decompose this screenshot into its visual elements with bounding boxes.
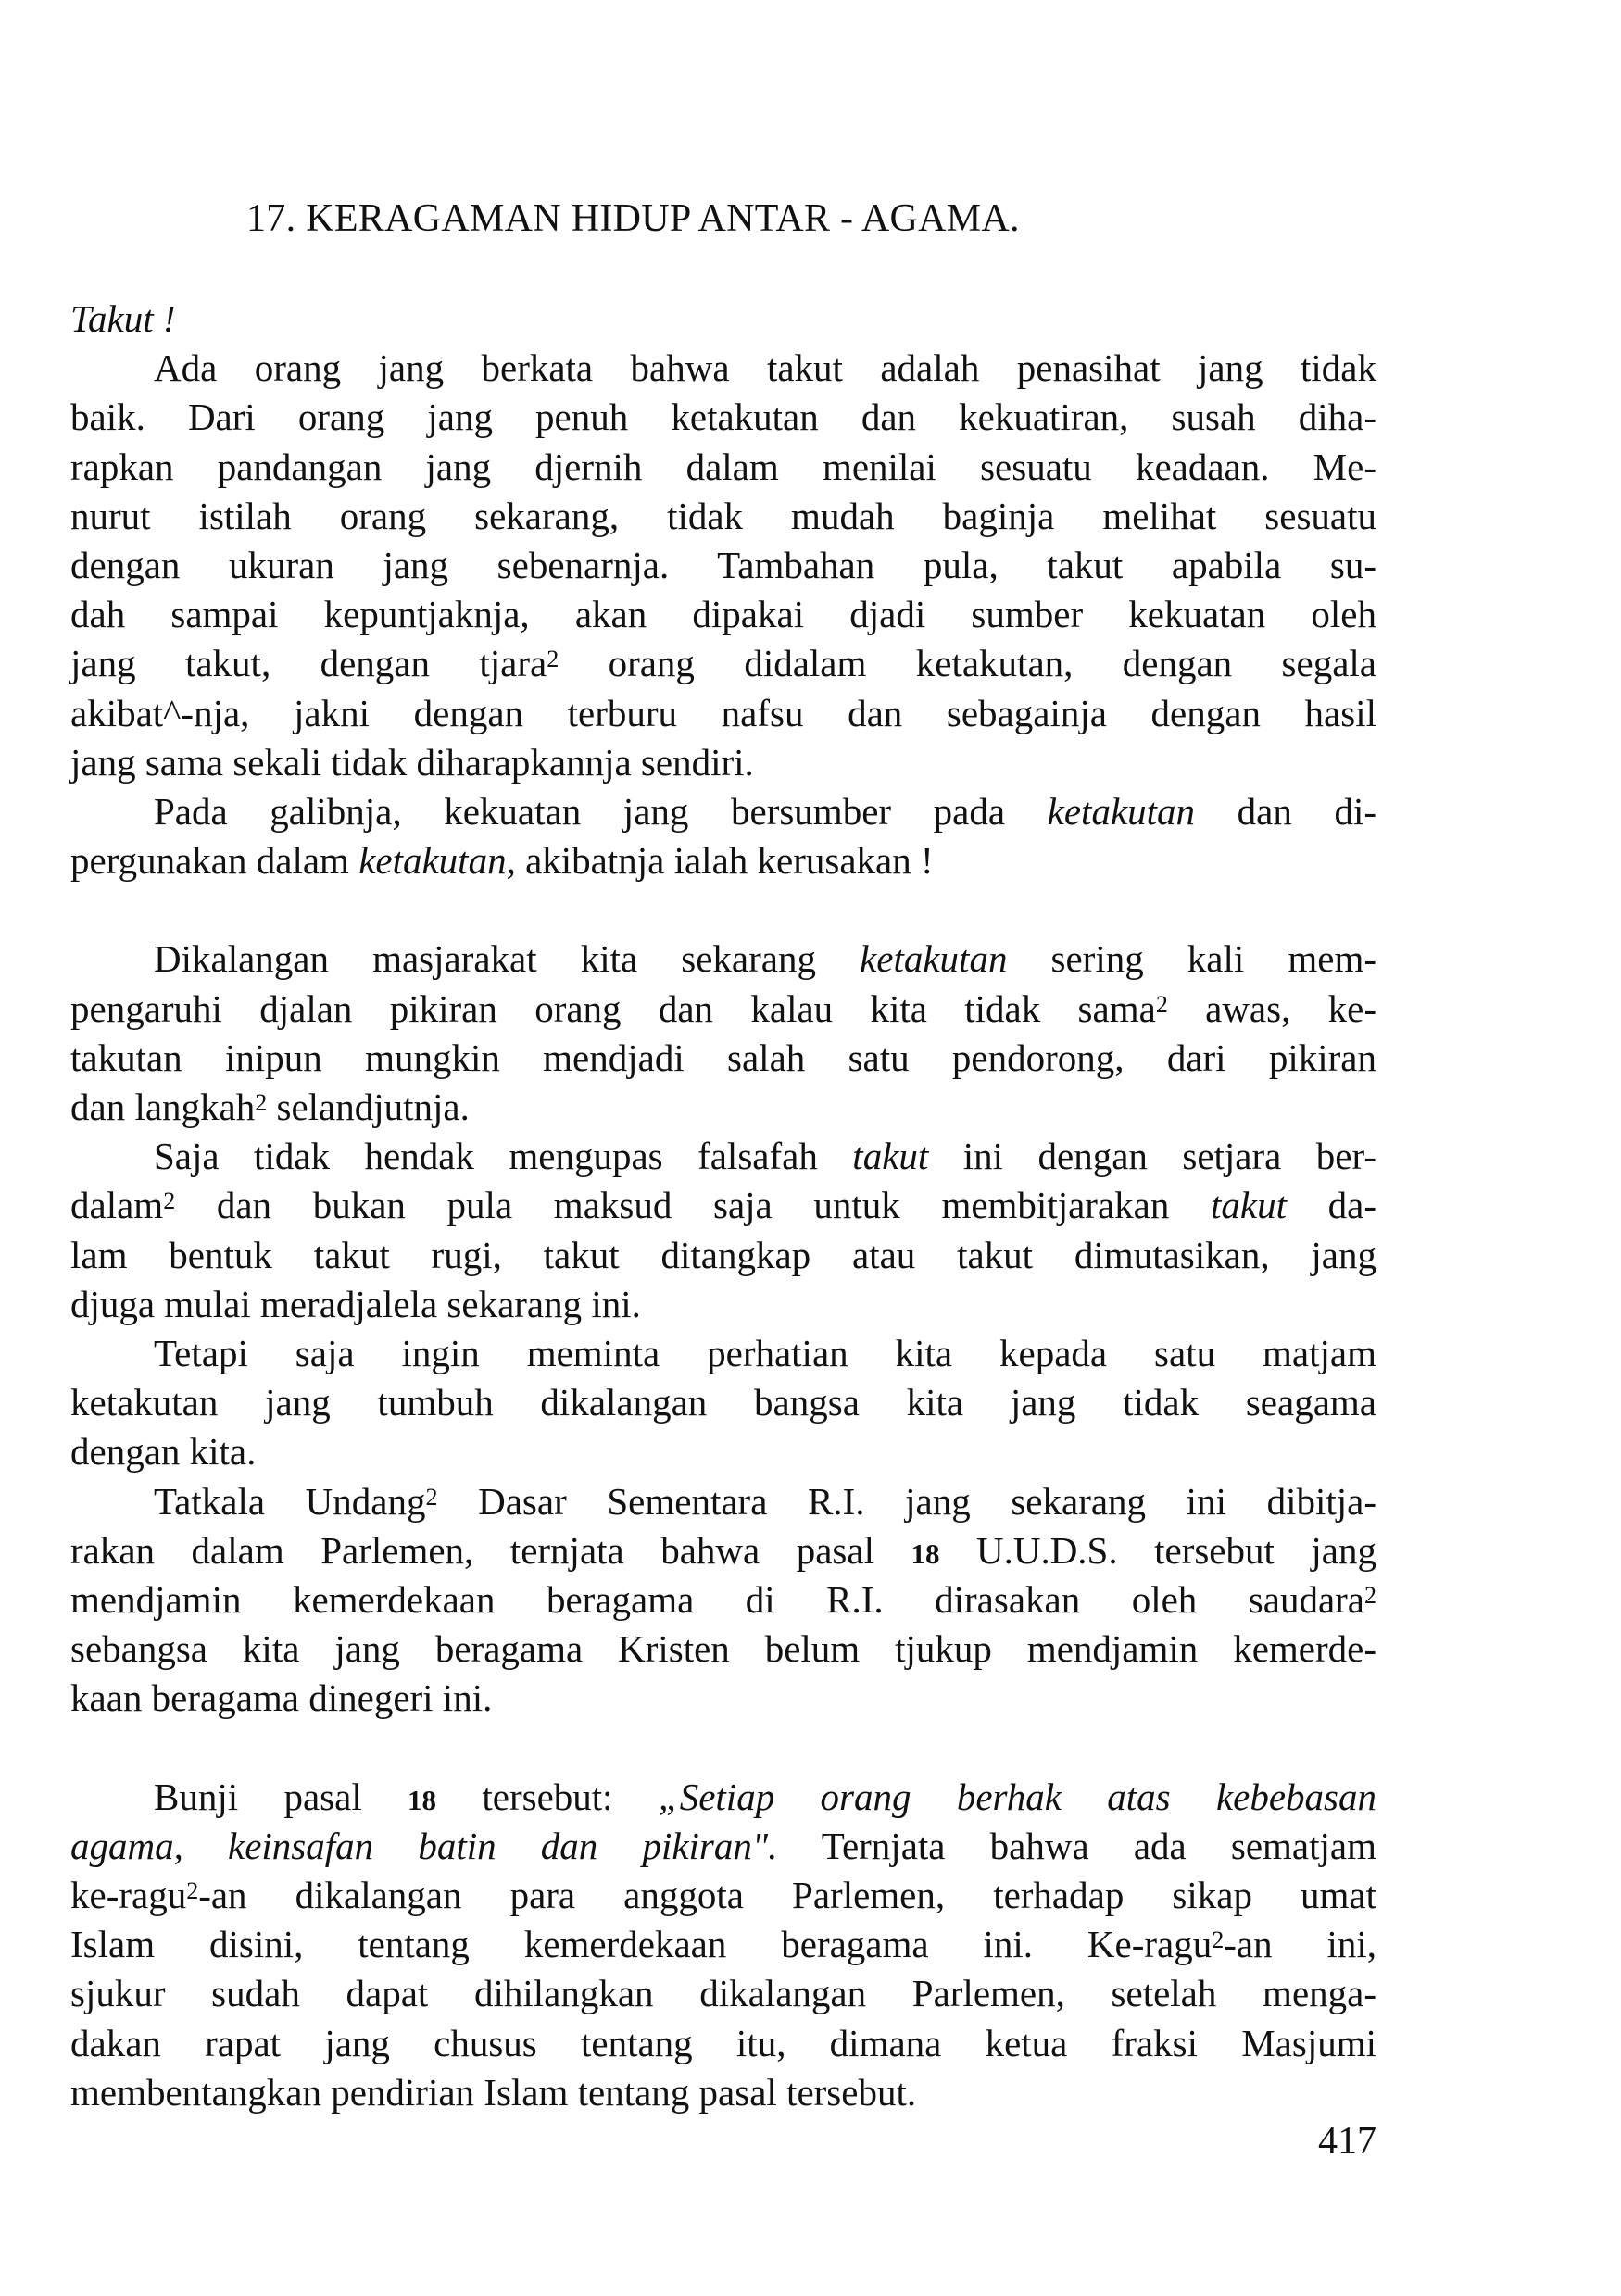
chapter-title: 17. KERAGAMAN HIDUP ANTAR - AGAMA.: [246, 197, 1020, 240]
paragraph-line: rapkan pandangan jang djernih dalam menilai sesuatu keadaan. Me-: [70, 445, 1376, 488]
paragraph-line: Tetapi saja ingin meminta perhatian kita kepada satu matjam: [154, 1331, 1376, 1374]
paragraph-line: rakan dalam Parlemen, ternjata bahwa pasal 18 U.U.D.S. tersebut jang: [70, 1528, 1376, 1572]
paragraph-line: mendjamin kemerdekaan beragama di R.I. dirasakan oleh saudara$^2$: [70, 1577, 1376, 1621]
paragraph-line: dengan ukuran jang sebenarnja. Tambahan pula, takut apabila su-: [70, 543, 1376, 586]
paragraph-line: kaan beragama dinegeri ini.: [70, 1676, 493, 1720]
superscript-mark: 2: [163, 1187, 176, 1215]
paragraph-line: lam bentuk takut rugi, takut ditangkap atau takut dimutasikan, jang: [70, 1233, 1376, 1276]
paragraph-line: jang sama sekali tidak diharapkannja sendiri.: [70, 740, 754, 784]
paragraph-line: sebangsa kita jang beragama Kristen belum tjukup mendjamin kemerde-: [70, 1627, 1376, 1671]
paragraph-line: dan langkah$^2$ selandjutnja.: [70, 1085, 470, 1128]
paragraph-line: takutan inipun mungkin mendjadi salah satu pendorong, dari pikiran: [70, 1035, 1376, 1079]
paragraph-line: nurut istilah orang sekarang, tidak mudah baginja melihat sesuatu: [70, 494, 1376, 537]
paragraph-line: Dikalangan masjarakat kita sekarang ketakutan sering kali mem-: [154, 937, 1376, 981]
paragraph-line: dakan rapat jang chusus tentang itu, dimana ketua fraksi Masjumi: [70, 2021, 1376, 2064]
paragraph-line: ke-ragu$^2$-an dikalangan para anggota Parlemen, terhadap sikap umat: [70, 1874, 1376, 1916]
page-number: 417: [1318, 2120, 1376, 2163]
superscript-mark: 2: [1364, 1581, 1376, 1609]
paragraph-line: ketakutan jang tumbuh dikalangan bangsa kita jang tidak seagama: [70, 1381, 1376, 1424]
paragraph-line: Pada galibnja, kekuatan jang bersumber pada ketakutan dan di-: [154, 789, 1376, 833]
paragraph-gap: [70, 885, 1376, 935]
paragraph-line: baik. Dari orang jang penuh ketakutan dan kekuatiran, susah diha-: [70, 395, 1376, 439]
superscript-mark: 2: [547, 646, 559, 673]
superscript-mark: 2: [425, 1483, 438, 1511]
paragraph-line: agama, keinsafan batin dan pikiran". Ternjata bahwa ada sematjam: [70, 1824, 1376, 1867]
paragraph-line: Ada orang jang berkata bahwa takut adalah penasihat jang tidak: [154, 346, 1376, 390]
paragraph-line: Saja tidak hendak mengupas falsafah takut ini dengan setjara ber-: [154, 1135, 1376, 1178]
paragraph-line: membentangkan pendirian Islam tentang pasal tersebut.: [70, 2070, 917, 2114]
paragraph-line: dalam$^2$ dan bukan pula maksud saja untuk membitjarakan takut da-: [70, 1184, 1376, 1227]
paragraph-line: dengan kita.: [70, 1430, 257, 1474]
paragraph-line: Islam disini, tentang kemerdekaan beragama ini. Ke-ragu$^2$-an ini,: [70, 1923, 1376, 1966]
section-heading: Takut !: [70, 297, 176, 340]
paragraph-line: sjukur sudah dapat dihilangkan dikalangan Parlemen, setelah menga-: [70, 1972, 1376, 2015]
superscript-mark: 2: [255, 1089, 268, 1116]
paragraph-gap: [70, 1723, 1376, 1772]
paragraph-line: Tatkala Undang$^2$ Dasar Sementara R.I. jang sekarang ini dibitja-: [154, 1479, 1376, 1523]
superscript-mark: 2: [1212, 1926, 1225, 1954]
paragraph-line: pergunakan dalam ketakutan, akibatnja ialah kerusakan !: [70, 839, 934, 883]
superscript-mark: 2: [186, 1877, 199, 1904]
paragraph-line: pengaruhi djalan pikiran orang dan kalau kita tidak sama$^2$ awas, ke-: [70, 986, 1377, 1030]
paragraph-line: akibat^-nja, jakni dengan terburu nafsu dan sebagainja dengan hasil: [70, 691, 1376, 734]
paragraph-line: Bunji pasal 18 tersebut: „Setiap orang berhak atas kebebasan: [154, 1775, 1376, 1818]
paragraph-line: jang takut, dengan tjara$^2$ orang didalam ketakutan, dengan segala: [70, 642, 1376, 685]
body-text: [70, 295, 1376, 2117]
paragraph-line: dah sampai kepuntjaknja, akan dipakai djadi sumber kekuatan oleh: [70, 593, 1376, 636]
paragraph-line: djuga mulai meradjalela sekarang ini.: [70, 1282, 641, 1325]
superscript-mark: 2: [1155, 990, 1168, 1018]
document-page: [70, 0, 1376, 2296]
